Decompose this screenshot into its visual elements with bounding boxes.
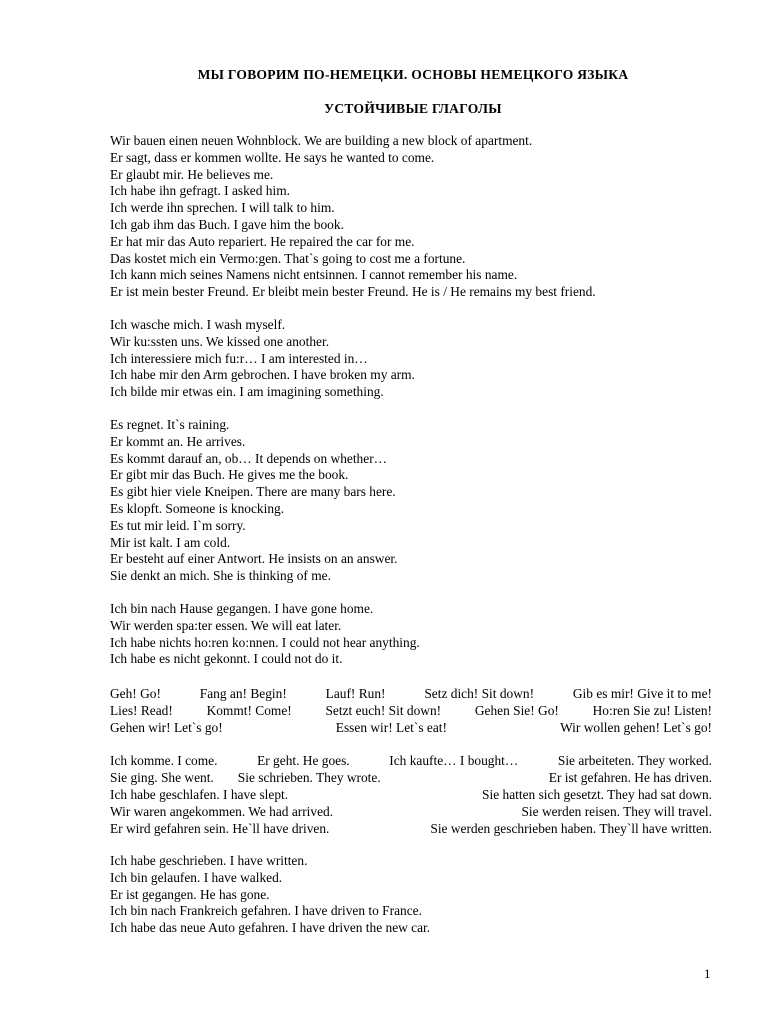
tense-row <box>110 803 712 820</box>
tense-row <box>110 769 712 786</box>
sentence-line: Er besteht auf einer Antwort. He insists on an answer. <box>110 551 398 567</box>
sentence-line: Ich interessiere mich fu:r… I am interested in… <box>110 350 368 366</box>
sentence-line: Ich wasche mich. I wash myself. <box>110 317 286 332</box>
sentence-line: Ich habe mir den Arm gebrochen. I have broken my arm. <box>110 367 415 383</box>
sentence-line: Ich habe ihn gefragt. I asked him. <box>110 183 290 199</box>
tense-item: Er geht. He goes. <box>257 753 350 768</box>
imperative-item: Setz dich! Sit down! <box>424 686 535 701</box>
section-4 <box>110 601 715 668</box>
sentence-line: Ich bilde mir etwas ein. I am imagining something. <box>110 384 384 400</box>
tense-row <box>110 752 712 769</box>
sentence-line: Ich habe das neue Auto gefahren. I have driven the new car. <box>110 920 431 936</box>
sentence-line: Es tut mir leid. I`m sorry. <box>110 517 246 533</box>
imperative-item: Essen wir! Let`s eat! <box>335 720 447 735</box>
sentence-line: Er ist mein bester Freund. Er bleibt mein bester Freund. He is / He remains my best friend. <box>110 284 596 300</box>
imperative-item: Gehen Sie! Go! <box>474 703 559 718</box>
tense-item: Ich komme. I come. <box>110 753 218 768</box>
sentence-line: Ich werde ihn sprechen. I will talk to him. <box>110 200 335 216</box>
section-2 <box>110 317 715 401</box>
tense-item: Ich kaufte… I bought… <box>389 753 519 768</box>
imperative-item: Kommt! Come! <box>206 703 292 718</box>
tense-item: Wir waren angekommen. We had arrived. <box>110 804 334 819</box>
sentence-line: Das kostet mich ein Vermo:gen. That`s going to cost me a fortune. <box>110 250 466 266</box>
sentence-line: Ich kann mich seines Namens nicht entsinnen. I cannot remember his name. <box>110 267 518 283</box>
sentence-line: Ich bin nach Frankreich gefahren. I have driven to France. <box>110 903 422 919</box>
sentence-line: Ich bin gelaufen. I have walked. <box>110 869 283 885</box>
tense-item: Sie arbeiteten. They worked. <box>557 753 712 768</box>
tense-item: Sie werden geschrieben haben. They`ll have written. <box>430 821 712 836</box>
section-5 <box>110 685 712 736</box>
imperative-row <box>110 702 712 719</box>
sentence-line: Er glaubt mir. He believes me. <box>110 166 274 182</box>
imperative-item: Wir wollen gehen! Let`s go! <box>560 720 712 735</box>
sentence-line: Wir werden spa:ter essen. We will eat later. <box>110 617 342 633</box>
sentence-line: Sie denkt an mich. She is thinking of me. <box>110 568 331 584</box>
tense-item: Sie ging. She went. <box>110 770 214 785</box>
tense-item: Sie schrieben. They wrote. <box>237 770 381 785</box>
sentence-line: Ich bin nach Hause gegangen. I have gone home. <box>110 601 374 616</box>
tense-row <box>110 786 712 803</box>
imperative-item: Setzt euch! Sit down! <box>325 703 442 718</box>
imperative-item: Gib es mir! Give it to me! <box>572 686 712 701</box>
page-title: МЫ ГОВОРИМ ПО-НЕМЕЦКИ. ОСНОВЫ НЕМЕЦКОГО ЯЗЫКА <box>197 67 629 82</box>
sentence-line: Er sagt, dass er kommen wollte. He says he wanted to come. <box>110 149 435 165</box>
sentence-line: Er gibt mir das Buch. He gives me the book. <box>110 467 349 483</box>
tense-item: Ich habe geschlafen. I have slept. <box>110 787 289 802</box>
sentence-line: Es klopft. Someone is knocking. <box>110 500 285 516</box>
imperative-item: Fang an! Begin! <box>199 686 287 701</box>
sentence-line: Ich gab ihm das Buch. I gave him the book. <box>110 216 344 232</box>
tense-item: Sie werden reisen. They will travel. <box>521 804 712 819</box>
sentence-line: Ich habe nichts ho:ren ko:nnen. I could not hear anything. <box>110 634 420 650</box>
sentence-line: Es gibt hier viele Kneipen. There are many bars here. <box>110 484 396 500</box>
sentence-line: Es kommt darauf an, ob… It depends on whether… <box>110 450 388 466</box>
tense-row <box>110 820 712 837</box>
section-6 <box>110 752 712 837</box>
imperative-item: Lauf! Run! <box>325 686 386 701</box>
imperative-item: Gehen wir! Let`s go! <box>110 720 223 735</box>
sentence-line: Wir ku:ssten uns. We kissed one another. <box>110 333 330 349</box>
sentence-line: Er hat mir das Auto repariert. He repaired the car for me. <box>110 233 415 249</box>
sentence-line: Mir ist kalt. I am cold. <box>110 534 231 550</box>
section-3 <box>110 417 715 585</box>
section-1 <box>110 133 715 301</box>
sentence-line: Er kommt an. He arrives. <box>110 433 246 449</box>
imperative-item: Lies! Read! <box>110 703 173 718</box>
page-subtitle: УСТОЙЧИВЫЕ ГЛАГОЛЫ <box>324 101 502 116</box>
sentence-line: Ich habe es nicht gekonnt. I could not do it. <box>110 651 343 667</box>
tense-item: Sie hatten sich gesetzt. They had sat down. <box>482 787 712 802</box>
imperative-row <box>110 685 712 702</box>
page-number: 1 <box>704 966 711 981</box>
imperative-item: Ho:ren Sie zu! Listen! <box>592 703 712 718</box>
sentence-line: Es regnet. It`s raining. <box>110 417 230 432</box>
sentence-line: Ich habe geschrieben. I have written. <box>110 853 308 868</box>
section-7 <box>110 853 715 937</box>
tense-item: Er wird gefahren sein. He`ll have driven. <box>110 821 330 836</box>
tense-item: Er ist gefahren. He has driven. <box>548 770 712 785</box>
sentence-line: Wir bauen einen neuen Wohnblock. We are building a new block of apartment. <box>110 133 533 148</box>
imperative-item: Geh! Go! <box>110 686 161 701</box>
imperative-row <box>110 719 712 736</box>
sentence-line: Er ist gegangen. He has gone. <box>110 886 270 902</box>
